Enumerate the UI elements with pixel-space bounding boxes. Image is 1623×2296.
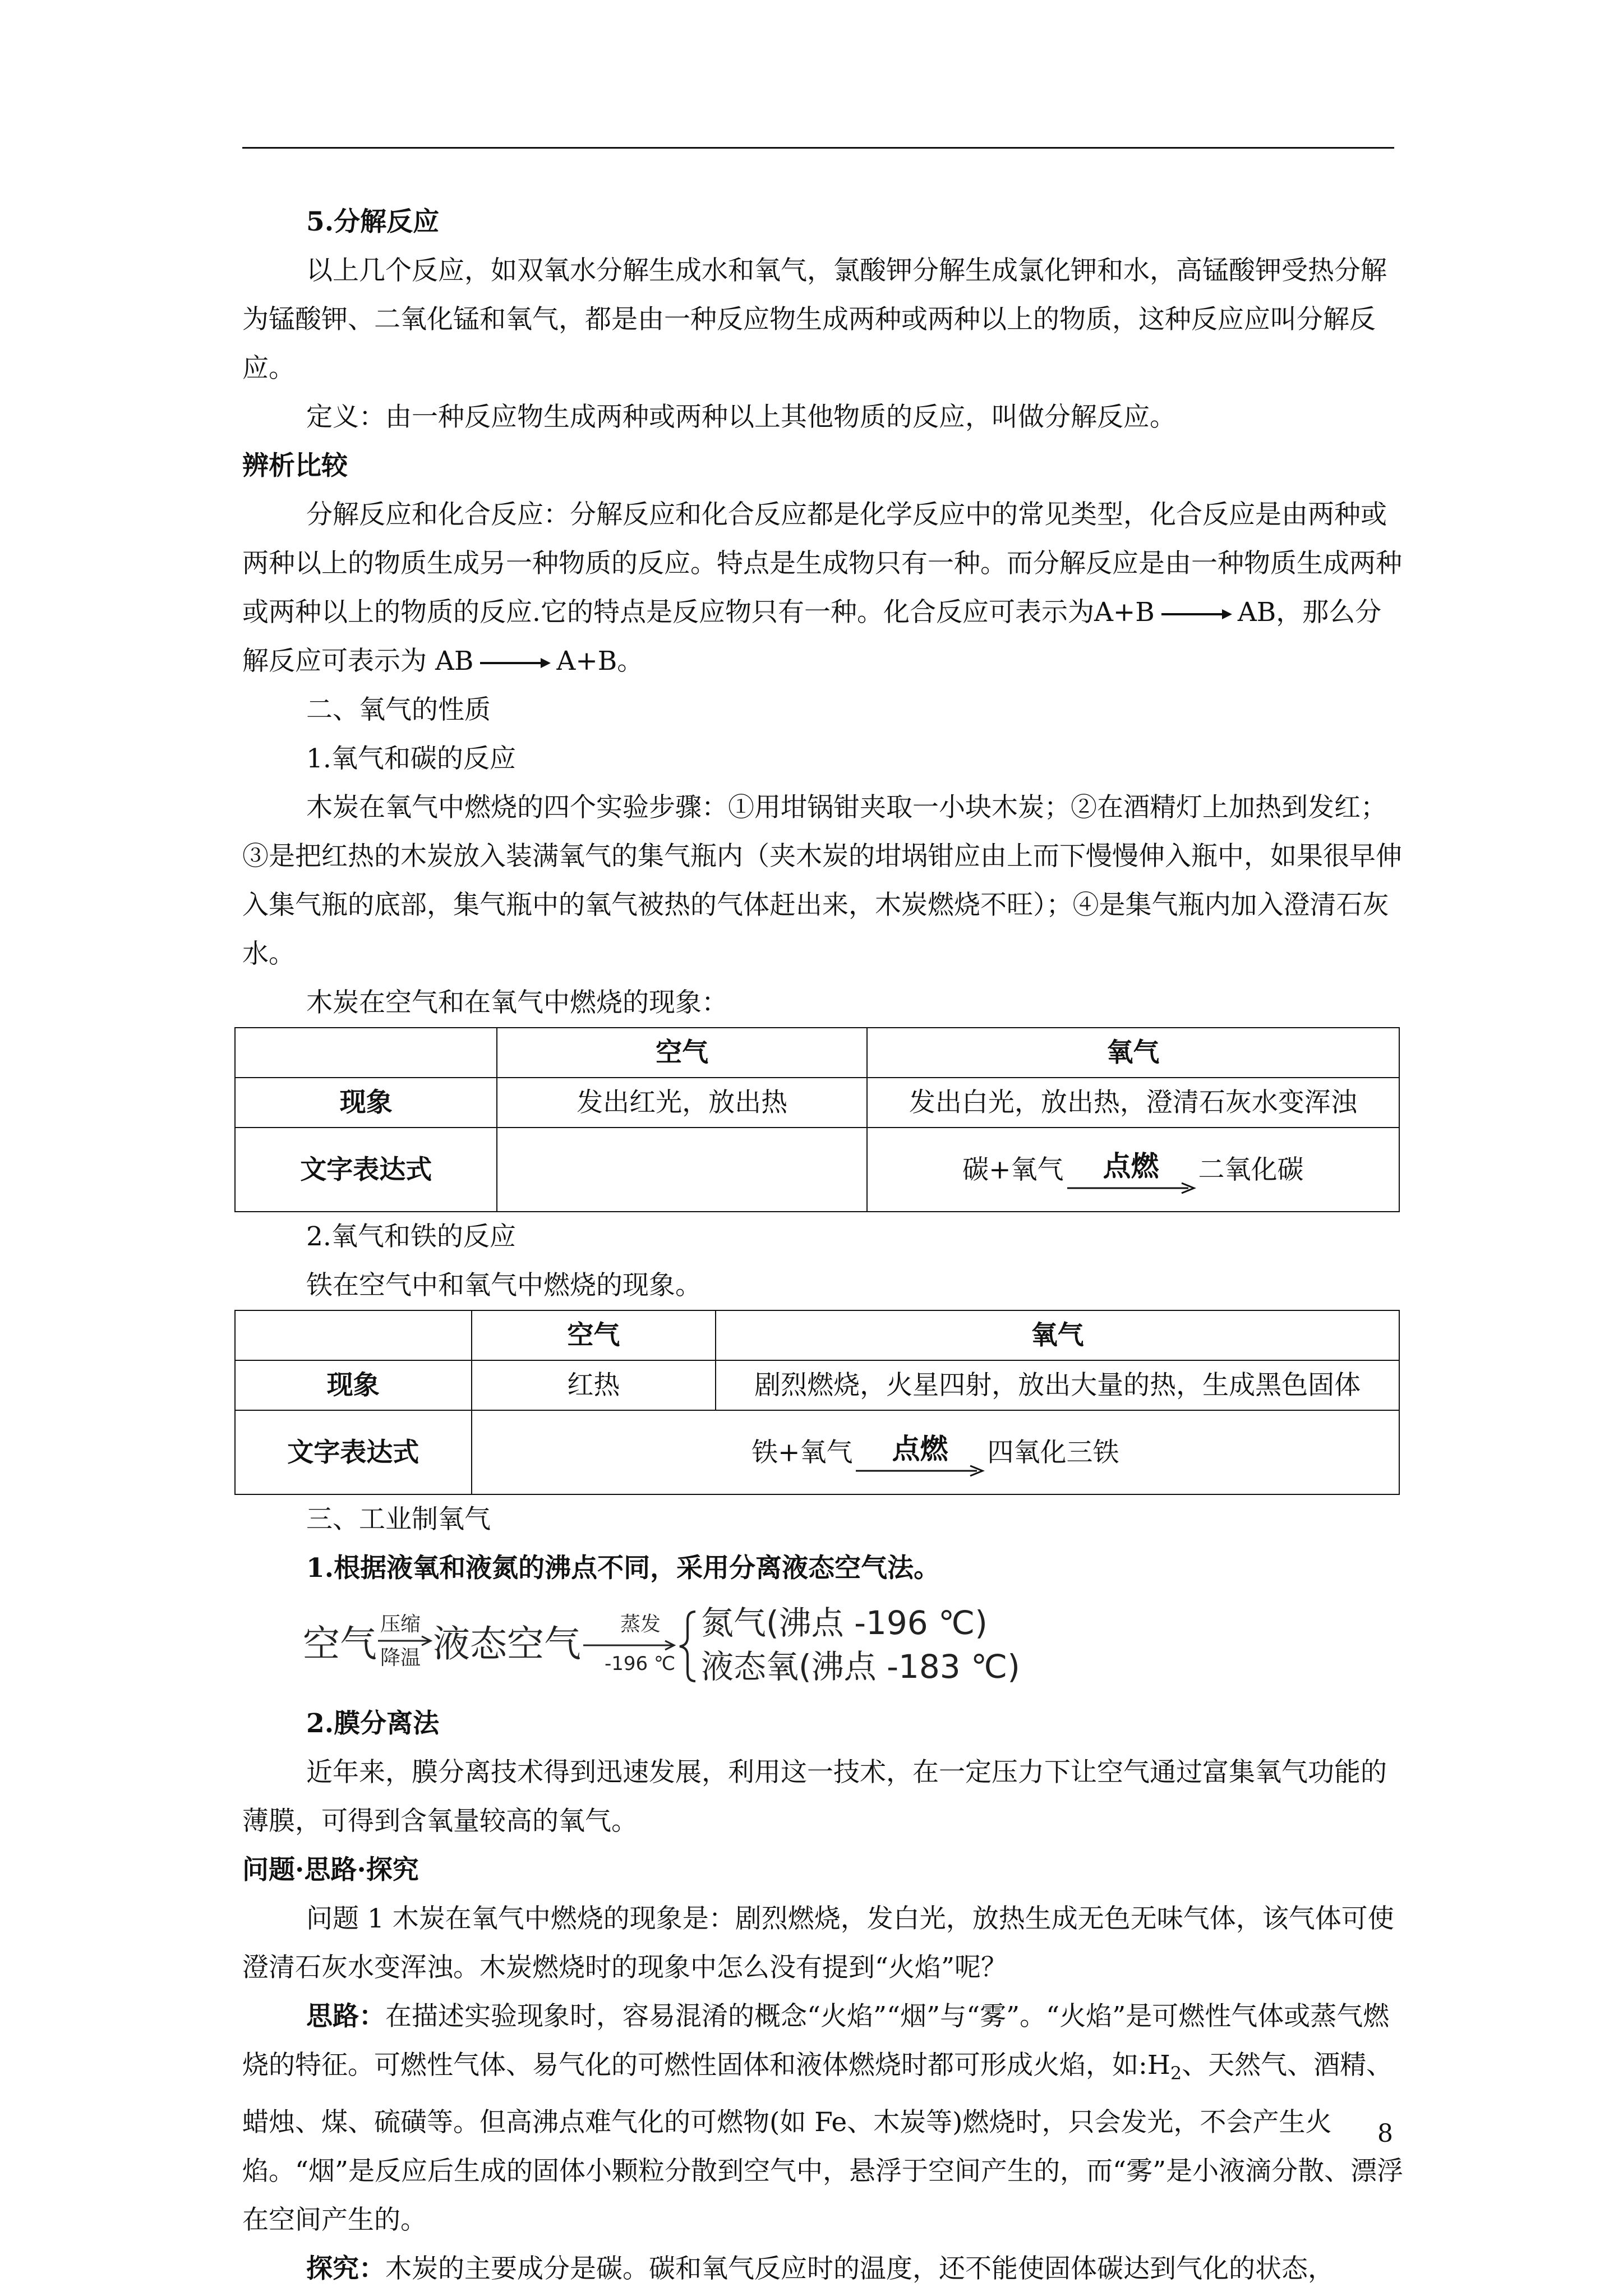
compare-text xyxy=(242,490,1408,685)
table-row-label: 文字表达式 xyxy=(235,1128,497,1212)
part3-sub1: 1.根据液氧和液氮的沸点不同，采用分离液态空气法。 xyxy=(306,1553,940,1584)
table-row xyxy=(235,1078,1399,1128)
table-cell: 发出白光，放出热，澄清石灰水变浑浊 xyxy=(867,1078,1399,1128)
flow-evap-bottom: -196 ℃ xyxy=(605,1653,676,1675)
qa-think xyxy=(242,1992,1408,2244)
table-row xyxy=(235,1310,1399,1360)
qa-title: 问题·思路·探究 xyxy=(242,1855,419,1885)
expr-a2: AB，那么分解反应可表示为 AB xyxy=(242,597,1382,677)
table-header-oxygen: 氧气 xyxy=(716,1310,1399,1360)
equation-products: 四氧化三铁 xyxy=(987,1437,1119,1468)
qa-explore xyxy=(242,2244,1408,2293)
think-label: 思路： xyxy=(306,2001,385,2032)
table-header-air: 空气 xyxy=(497,1028,866,1078)
table-row xyxy=(235,1028,1399,1078)
table-row xyxy=(235,1128,1399,1212)
table-row xyxy=(235,1360,1399,1410)
reaction-arrow-icon xyxy=(855,1465,985,1477)
flow-liquid-air: 液态空气 xyxy=(433,1622,581,1665)
expr-a3: A+B。 xyxy=(556,646,644,677)
flow-evap-top: 蒸发 xyxy=(620,1613,661,1636)
table-header-oxygen: 氧气 xyxy=(867,1028,1399,1078)
table-cell-empty xyxy=(235,1310,472,1360)
table-row-label: 现象 xyxy=(235,1078,497,1128)
table-header-air: 空气 xyxy=(472,1310,716,1360)
think-text-2: 、天然气、酒精、蜡烛、煤、硫磺等。但高沸点难气化的可燃物(如 Fe、木炭等)燃烧时，只会发光，不会产生火焰。“烟”是反应后生成的固体小颗粒分散到空气中，悬浮于空间产生的，而“雾”是小液滴分散、漂浮在空间产生的。 xyxy=(242,2050,1404,2235)
equation-reactants: 碳+氧气 xyxy=(962,1154,1064,1185)
carbon-table xyxy=(234,1027,1400,1212)
think-subscript: 2 xyxy=(1170,2063,1182,2084)
qa-question: 问题 1 木炭在氧气中燃烧的现象是：剧烈燃烧，发白光，放热生成无色无味气体，该气体可使澄清石灰水变浑浊。木炭燃烧时的现象中怎么没有提到“火焰”呢？ xyxy=(242,1903,1394,1983)
air-separation-flow xyxy=(303,1593,1144,1699)
equation-condition xyxy=(855,1433,985,1477)
flow-air: 空气 xyxy=(303,1622,377,1665)
equation-products: 二氧化碳 xyxy=(1198,1154,1304,1185)
table-row-label: 文字表达式 xyxy=(235,1410,472,1494)
flow-cond-top: 压缩 xyxy=(380,1613,421,1636)
part2-title: 二、氧气的性质 xyxy=(306,694,491,725)
condition-label: 点燃 xyxy=(892,1432,948,1465)
compare-text-body: 分解反应和化合反应：分解反应和化合反应都是化学反应中的常见类型，化合反应是由两种或两种以上的物质生成另一种物质的反应。特点是生成物只有一种。而分解反应是由一种物质生成两种或两种以上的物质的反应.它的特点是反应物只有一种。化合反应可表示为 xyxy=(242,499,1402,628)
table-cell: 剧烈燃烧，火星四射，放出大量的热，生成黑色固体 xyxy=(716,1360,1399,1410)
compare-title: 辨析比较 xyxy=(242,450,348,481)
table-cell-empty xyxy=(497,1128,866,1212)
table-row-label: 现象 xyxy=(235,1360,472,1410)
header-rule xyxy=(242,147,1394,149)
table-cell: 红热 xyxy=(472,1360,716,1410)
membrane-text: 近年来，膜分离技术得到迅速发展，利用这一技术，在一定压力下让空气通过富集氧气功能的薄膜，可得到含氧量较高的氧气。 xyxy=(242,1757,1387,1837)
table2-intro: 铁在空气中和氧气中燃烧的现象。 xyxy=(306,1270,702,1301)
iron-table xyxy=(234,1310,1400,1495)
part2-steps: 木炭在氧气中燃烧的四个实验步骤：①用坩锅钳夹取一小块木炭；②在酒精灯上加热到发红；③是把红热的木炭放入装满氧气的集气瓶内（夹木炭的坩埚钳应由上而下慢慢伸入瓶中，如果很早伸入集气瓶的底部，集气瓶中的氧气被热的气体赶出来，木炭燃烧不旺）；④是集气瓶内加入澄清石灰水。 xyxy=(242,792,1402,969)
word-equation xyxy=(962,1145,1303,1194)
part3-sub2: 2.膜分离法 xyxy=(306,1708,440,1739)
table-cell: 发出红光，放出热 xyxy=(497,1078,866,1128)
section5-para2: 定义：由一种反应物生成两种或两种以上其他物质的反应，叫做分解反应。 xyxy=(306,402,1176,432)
air-separation-diagram xyxy=(242,1593,1408,1699)
table-row xyxy=(235,1410,1399,1494)
explore-label: 探究： xyxy=(306,2253,385,2284)
flow-o2: 液态氧(沸点 -183 ℃) xyxy=(701,1648,1020,1686)
section5-para1: 以上几个反应，如双氧水分解生成水和氧气，氯酸钾分解生成氯化钾和水，高锰酸钾受热分解为锰酸钾、二氧化锰和氧气，都是由一种反应物生成两种或两种以上的物质，这种反应应叫分解反应。 xyxy=(242,255,1387,384)
part3-title: 三、工业制氧气 xyxy=(306,1504,491,1535)
main-content xyxy=(242,197,1408,2293)
explore-text: 木炭的主要成分是碳。碳和氧气反应时的温度，还不能使固体碳达到气化的状态， xyxy=(385,2253,1334,2284)
equation-reactants: 铁+氧气 xyxy=(751,1437,853,1468)
reaction-arrow-icon xyxy=(1159,608,1233,620)
equation-cell xyxy=(867,1128,1399,1212)
part2-sub1: 1.氧气和碳的反应 xyxy=(306,743,516,774)
reaction-arrow-icon xyxy=(478,657,552,669)
table1-intro: 木炭在空气和在氧气中燃烧的现象： xyxy=(306,987,728,1018)
section5-title: 5.分解反应 xyxy=(306,206,440,237)
think-text-1: 在描述实验现象时，容易混淆的概念“火焰”“烟”与“雾”。“火焰”是可燃性气体或蒸气燃烧的特征。可燃性气体、易气化的可燃性固体和液体燃烧时都可形成火焰，如:H xyxy=(242,2001,1390,2081)
expr-a1: A+B xyxy=(1094,597,1155,628)
equation-cell xyxy=(472,1410,1399,1494)
flow-cond-bottom: 降温 xyxy=(380,1646,421,1669)
flow-n2: 氮气(沸点 -196 ℃) xyxy=(701,1604,988,1642)
page-number: 8 xyxy=(1377,2119,1393,2148)
condition-label: 点燃 xyxy=(1103,1149,1159,1182)
table-cell-empty xyxy=(235,1028,497,1078)
equation-condition xyxy=(1066,1151,1196,1194)
word-equation xyxy=(751,1428,1119,1477)
reaction-arrow-icon xyxy=(1066,1182,1196,1194)
part2-sub2: 2.氧气和铁的反应 xyxy=(306,1221,516,1252)
